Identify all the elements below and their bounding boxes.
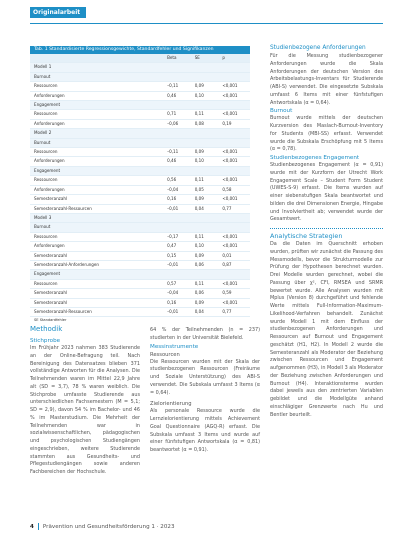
cell-p: <0,001 [222, 242, 250, 251]
column-header [30, 54, 167, 63]
cell-p: 0,77 [222, 204, 250, 213]
middle-column [150, 327, 260, 455]
table-row [30, 242, 250, 251]
table-row [30, 223, 250, 232]
row-label: Anforderungen [30, 242, 167, 251]
cell-beta: 0,15 [167, 251, 195, 260]
cell-se: 0,09 [195, 195, 223, 204]
paragraph-burnout: Burnout wurde mittels der deutschen Kurzversion des Maslach-Burnout-Inventory for Students (MBI-SS) erfasst. Verwendet wurde die Subskala Erschöpfung mit 5 Items (α = 0,78). [270, 115, 383, 153]
cell-p: <0,001 [222, 157, 250, 166]
cell-p: <0,001 [222, 148, 250, 157]
table-row [30, 63, 250, 72]
row-label: Semesteranzahl [30, 298, 167, 307]
table-row [30, 166, 250, 175]
heading-strategien: Analytische Strategien [270, 232, 343, 240]
header-rule [30, 23, 383, 24]
column-header: SE [195, 54, 223, 63]
cell-se [195, 72, 223, 81]
cell-se: 0,10 [195, 157, 223, 166]
paragraph-strategien: Da die Daten im Querschnitt erhoben wurden, prüften wir zunächst die Passung des Messmodells, bevor die Strukturmodelle zur Prüfung der Hypothesen berechnet wurden. Drei Modelle wurden gerechnet, wobei die Passung über χ², CFI, RMSEA und SRMR bewertet wurde. Alle Analysen wurden mit Mplus (Version 8) durchgeführt und fehlende Werte mittels Full-Information-Maximum-Likelihood-Verfahren behandelt. Zunächst wurde Modell 1 mit dem Einfluss der studienbezogenen Anforderungen und Ressourcen auf Burnout und Engagement geschätzt (H1, H2). In Modell 2 wurde die Semesteranzahl als Moderator der Beziehung zwischen Ressourcen und Engagement aufgenommen (H3), in Modell 3 als Moderator der Beziehung zwischen Anforderungen und Burnout (H4). Interaktionsterme wurden dabei jeweils aus den zentrierten Variablen gebildet und die Modellgüte anhand einschlägiger Grenzwerte nach Hu und Bentler beurteilt. [270, 241, 383, 418]
cell-se: 0,11 [195, 232, 223, 241]
table-row [30, 270, 250, 279]
table-row [30, 260, 250, 269]
row-label: Modell 3 [30, 213, 167, 222]
cell-beta: 0,46 [167, 157, 195, 166]
cell-p: <0,001 [222, 82, 250, 91]
paragraph-anforderungen: Für die Messung studienbezogener Anforderungen wurde die Skala Anforderungen der deutschen Version des Arbeitsbelastungs-Inventars für Studierende (ABI-S) verwendet. Die eingesetzte Subskala umfasst 6 Items mit einer fünfstufigen Antwortskala (α = 0,64). [270, 53, 383, 106]
cell-se: 0,08 [195, 119, 223, 128]
cell-se [195, 138, 223, 147]
paragraph-engagement: Studienbezogenes Engagement (α = 0,91) wurde mit der Kurzform der Utrecht Work Engagement Scale – Student Form Student (UWES-S-9) erfasst. Die Items wurden auf einer siebenstufigen Skala beantwortet und bilden die drei Dimensionen Energie, Hingabe und Involviertheit ab; verwendet wurde der Gesamtwert. [270, 162, 383, 223]
row-label: Engagement [30, 166, 167, 175]
row-label: Semesteranzahl·Anforderungen [30, 260, 167, 269]
table-header-row [30, 54, 250, 63]
right-column [270, 44, 383, 419]
section-rule [270, 228, 383, 229]
table-row [30, 148, 250, 157]
column-header: Beta [167, 54, 195, 63]
heading-methodik: Methodik [30, 325, 63, 333]
cell-se: 0,11 [195, 110, 223, 119]
row-label: Burnout [30, 72, 167, 81]
paragraph-ressourcen: Die Ressourcen wurden mit der Skala der studienbezogenen Ressourcen (Freiräume und Soziale Unterstützung) des ABI-S verwendet. Die Subskala umfasst 3 Items (α = 0,64). [150, 358, 260, 396]
table-row [30, 91, 250, 100]
cell-se: 0,04 [195, 204, 223, 213]
cell-p: 0,01 [222, 251, 250, 260]
row-label: Semesteranzahl·Ressourcen [30, 307, 167, 316]
row-label: Ressourcen [30, 110, 167, 119]
cell-se [195, 213, 223, 222]
cell-beta [167, 129, 195, 138]
cell-beta [167, 138, 195, 147]
regression-table [30, 46, 250, 324]
heading-anforderungen: Studienbezogene Anforderungen [270, 45, 366, 51]
table-row [30, 129, 250, 138]
table-row [30, 213, 250, 222]
table-row [30, 307, 250, 316]
cell-beta: –0,01 [167, 307, 195, 316]
cell-se: 0,04 [195, 307, 223, 316]
row-label: Semesteranzahl [30, 289, 167, 298]
heading-ressourcen: Ressourcen [150, 351, 180, 358]
cell-p [222, 213, 250, 222]
cell-beta [167, 101, 195, 110]
table-row [30, 232, 250, 241]
table-row [30, 298, 250, 307]
table-row [30, 72, 250, 81]
cell-beta: –0,06 [167, 119, 195, 128]
cell-beta: –0,04 [167, 289, 195, 298]
row-label: Engagement [30, 101, 167, 110]
cell-beta: 0,56 [167, 176, 195, 185]
article-type-tag: Originalarbeit [30, 7, 86, 18]
table-row [30, 204, 250, 213]
cell-beta: –0,11 [167, 148, 195, 157]
table-body [30, 54, 250, 317]
row-label: Anforderungen [30, 119, 167, 128]
cell-beta: 0,57 [167, 279, 195, 288]
cell-p: 0,59 [222, 289, 250, 298]
row-label: Burnout [30, 223, 167, 232]
cell-se: 0,06 [195, 260, 223, 269]
cell-p [222, 129, 250, 138]
cell-p [222, 72, 250, 81]
row-label: Ressourcen [30, 279, 167, 288]
heading-engagement: Studienbezogenes Engagement [270, 155, 360, 161]
heading-stichprobe: Stichprobe [30, 338, 61, 344]
row-label: Ressourcen [30, 148, 167, 157]
table-row [30, 110, 250, 119]
cell-p: <0,001 [222, 298, 250, 307]
cell-beta: –0,01 [167, 260, 195, 269]
paragraph-zielorientierung: Als personale Ressource wurde die Lernzielorientierung mittels Achievement Goal Questionnaire (AGQ-R) erfasst. Die Subskala umfasst 3 Items und wurde auf einer fünfstufigen Antwortskala (α = 0,81) beantwortet (α = 0,91). [150, 408, 260, 453]
page-number: 4 [30, 524, 34, 530]
table-row [30, 289, 250, 298]
cell-p: 0,58 [222, 185, 250, 194]
row-label: Anforderungen [30, 91, 167, 100]
row-label: Burnout [30, 138, 167, 147]
cell-se: 0,11 [195, 176, 223, 185]
cell-p [222, 138, 250, 147]
row-label: Modell 1 [30, 63, 167, 72]
cell-p: <0,001 [222, 279, 250, 288]
cell-se: 0,06 [195, 289, 223, 298]
row-label: Semesteranzahl [30, 251, 167, 260]
row-label: Semesteranzahl [30, 195, 167, 204]
page-footer [30, 523, 175, 530]
cell-beta: –0,11 [167, 82, 195, 91]
cell-p [222, 101, 250, 110]
column-header: p [222, 54, 250, 63]
table-row [30, 157, 250, 166]
footer-divider [38, 523, 39, 530]
cell-beta [167, 270, 195, 279]
cell-beta [167, 213, 195, 222]
row-label: Semesteranzahl·Ressourcen [30, 204, 167, 213]
cell-beta: 0,46 [167, 91, 195, 100]
cell-se: 0,10 [195, 242, 223, 251]
cell-p: <0,001 [222, 195, 250, 204]
table-row [30, 279, 250, 288]
heading-burnout: Burnout [270, 108, 293, 115]
cell-se [195, 223, 223, 232]
table-row [30, 251, 250, 260]
cell-se [195, 63, 223, 72]
table-row [30, 82, 250, 91]
table-row [30, 185, 250, 194]
cell-beta: 0,16 [167, 298, 195, 307]
cell-se: 0,09 [195, 82, 223, 91]
cell-se: 0,09 [195, 298, 223, 307]
table-row [30, 176, 250, 185]
cell-se [195, 270, 223, 279]
heading-messinstrumente: Messinstrumente [150, 343, 199, 350]
cell-p: 0,19 [222, 119, 250, 128]
row-label: Modell 2 [30, 129, 167, 138]
cell-beta: –0,01 [167, 204, 195, 213]
cell-beta: 0,47 [167, 242, 195, 251]
cell-se: 0,09 [195, 148, 223, 157]
paragraph-intro: 64 % der Teilnehmenden (n = 237) studierten in der Universität Bielefeld. [150, 327, 260, 341]
cell-p: 0,87 [222, 260, 250, 269]
cell-se [195, 101, 223, 110]
cell-beta [167, 223, 195, 232]
cell-p: <0,001 [222, 176, 250, 185]
cell-beta [167, 63, 195, 72]
cell-se: 0,10 [195, 91, 223, 100]
cell-se: 0,11 [195, 279, 223, 288]
cell-p [222, 63, 250, 72]
table-row [30, 138, 250, 147]
cell-se: 0,09 [195, 251, 223, 260]
cell-beta [167, 72, 195, 81]
heading-zielorientierung: Zielorientierung [150, 401, 192, 408]
row-label: Ressourcen [30, 232, 167, 241]
row-label: Ressourcen [30, 176, 167, 185]
cell-se [195, 166, 223, 175]
paragraph-stichprobe: Im Frühjahr 2023 nahmen 383 Studierende an der Online-Befragung teil. Nach Bereinigung des Datensatzes blieben 371 vollständige Antworten für die Analysen. Die Teilnehmenden waren im Mittel 22,9 Jahre alt (SD = 3,7), 78 % waren weiblich. Die Stichprobe umfasste Studierende aus unterschiedlichen Fachsemestern (M = 5,1; SD = 2,9), davon 54 % im Bachelor- und 46 % im Masterstudium. Die Mehrheit der Teilnehmenden war in sozialwissenschaftlichen, pädagogischen und psychologischen Studiengängen eingeschrieben, weitere Studierende stammten aus Gesundheits- und Pflegestudiengängen sowie anderen Fachbereichen der Hochschule. [30, 345, 140, 475]
cell-p [222, 270, 250, 279]
cell-p [222, 166, 250, 175]
row-label: Ressourcen [30, 82, 167, 91]
cell-p: <0,001 [222, 232, 250, 241]
cell-p [222, 223, 250, 232]
cell-beta: 0,71 [167, 110, 195, 119]
table-title: Tab. 1 Standardisierte Regressionsgewichte, Standardfehler und Signifikanzen [30, 46, 250, 54]
cell-p: 0,77 [222, 307, 250, 316]
row-label: Engagement [30, 270, 167, 279]
cell-p: <0,001 [222, 110, 250, 119]
cell-beta: –0,17 [167, 232, 195, 241]
journal-name: Prävention und Gesundheitsförderung 1 · 2023 [42, 524, 175, 530]
table-row [30, 195, 250, 204]
left-column [30, 325, 140, 477]
cell-beta [167, 166, 195, 175]
cell-se: 0,05 [195, 185, 223, 194]
table-row [30, 101, 250, 110]
row-label: Anforderungen [30, 185, 167, 194]
table-row [30, 119, 250, 128]
cell-beta: –0,04 [167, 185, 195, 194]
cell-beta: 0,16 [167, 195, 195, 204]
row-label: Anforderungen [30, 157, 167, 166]
cell-se [195, 129, 223, 138]
cell-p: <0,001 [222, 91, 250, 100]
table-footnote: SE Standardfehler [34, 318, 67, 323]
